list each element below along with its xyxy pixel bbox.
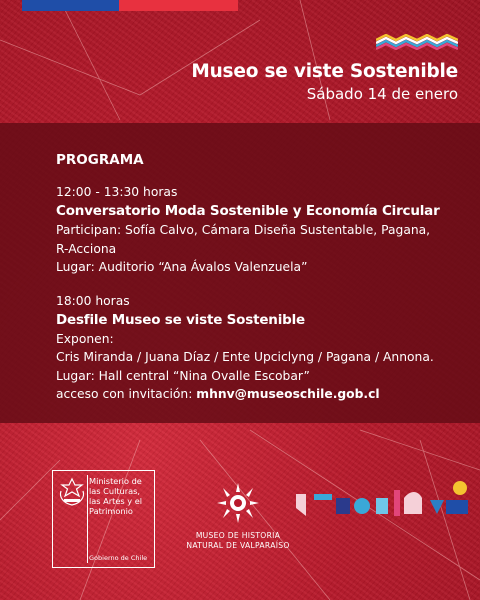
access-label: acceso con invitación:: [56, 387, 197, 402]
zigzag-stripes-icon: [376, 34, 458, 50]
flag-red-strip: [119, 0, 238, 11]
event-2-access: [56, 385, 466, 403]
coat-of-arms-icon: [58, 477, 86, 507]
contact-email-link[interactable]: mhnv@museoschile.gob.cl: [196, 387, 380, 402]
program-panel: [0, 123, 480, 423]
sun-rays-icon: [217, 483, 259, 523]
event-2-exhibitors: Cris Miranda / Juana Díaz / Ente Upciclyng / Pagana / Annona.: [56, 350, 434, 365]
museo-name-line-2: NATURAL DE VALPARAÍSO: [186, 541, 290, 550]
program-heading: PROGRAMA: [56, 152, 144, 168]
ministerio-logo: [52, 470, 155, 568]
event-1-location: Lugar: Auditorio “Ana Ávalos Valenzuela”: [56, 260, 308, 275]
event-1-participants-cont: R-Acciona: [56, 241, 117, 256]
page-title: Museo se viste Sostenible: [191, 61, 458, 82]
event-2-location: Lugar: Hall central “Nina Ovalle Escobar”: [56, 368, 310, 383]
event-1-title: Conversatorio Moda Sostenible y Economía Circular: [56, 203, 440, 220]
gobierno-label: Gobierno de Chile: [89, 554, 148, 562]
event-2-title: Desfile Museo se viste Sostenible: [56, 312, 305, 329]
museo-name-line-1: MUSEO DE HISTORIA: [195, 531, 281, 540]
ministerio-name: Ministerio de las Culturas, las Artes y el Patrimonio: [89, 476, 143, 516]
event-date: Sábado 14 de enero: [306, 85, 458, 103]
event-2-exhibitors-label: Exponen:: [56, 332, 114, 347]
museo-logo: [178, 483, 298, 551]
event-2-time: 18:00 horas: [56, 293, 130, 308]
flag-blue-strip: [22, 0, 119, 11]
header: [191, 60, 458, 104]
event-1-participants: Participan: Sofía Calvo, Cámara Diseña Sustentable, Pagana,: [56, 223, 431, 238]
event-1-time: 12:00 - 13:30 horas: [56, 185, 178, 199]
museos-brand-shapes-icon: [292, 476, 480, 524]
